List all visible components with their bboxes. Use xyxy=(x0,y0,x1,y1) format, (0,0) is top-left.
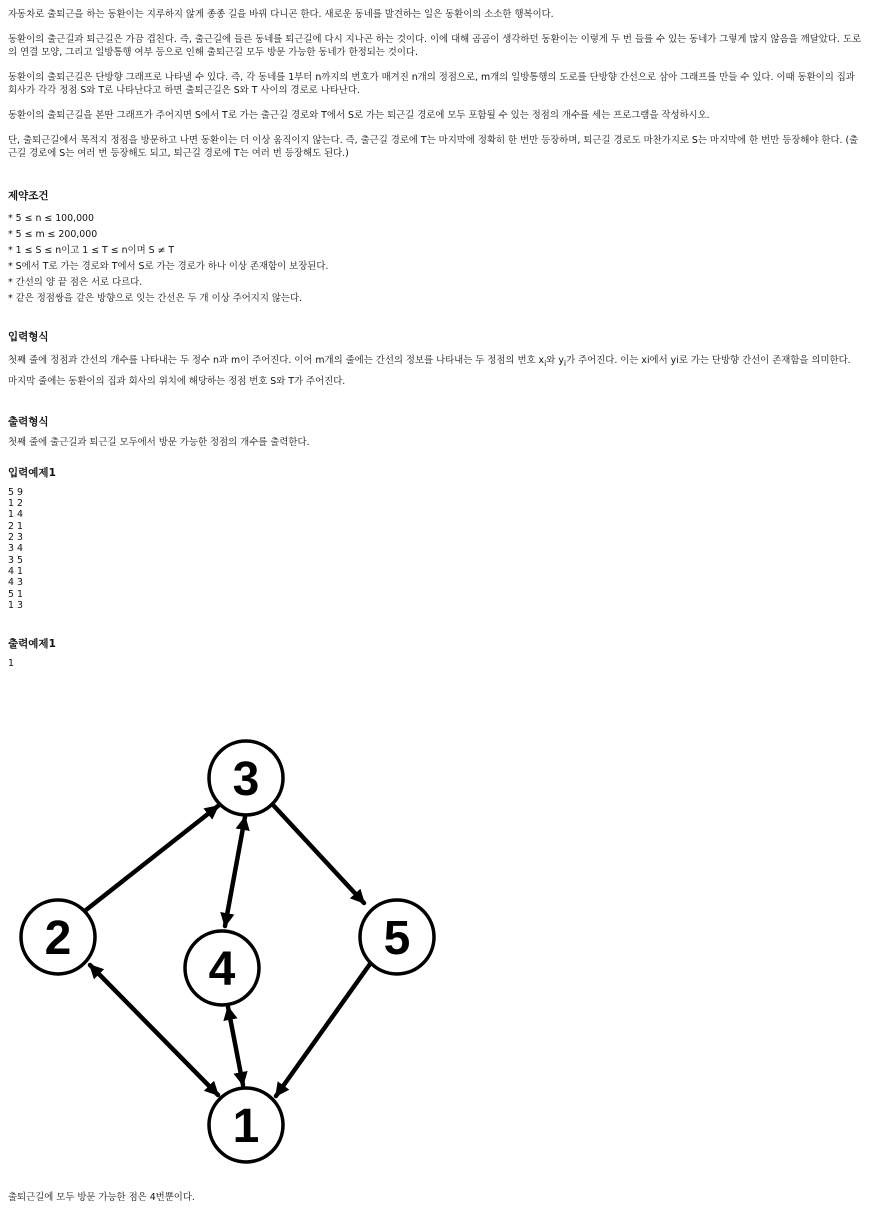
edge-3-to-5 xyxy=(274,806,364,903)
node-label-3: 3 xyxy=(232,753,260,806)
constraints-heading: 제약조건 xyxy=(8,190,49,202)
node-label-2: 2 xyxy=(44,912,72,965)
example-input-block xyxy=(8,487,864,611)
node-label-5: 5 xyxy=(383,912,411,965)
input-text-c: 가 주어진다. 이는 xi에서 yi로 가는 단방향 간선이 존재함을 의미한다. xyxy=(566,355,851,366)
input-format-line-2: 마지막 줄에는 동환이의 집과 회사의 위치에 해당하는 정점 번호 S와 T가 주어진다. xyxy=(8,375,346,387)
node-label-1: 1 xyxy=(232,1100,260,1153)
intro-paragraph-5: 단, 출퇴근길에서 목적지 정점을 방문하고 나면 동환이는 더 이상 움직이지 않는다. 즉, 출근길 경로에 T는 마지막에 정확히 한 번만 등장하며, 퇴근길 경로도 마찬가지로 S는 마지막에 한 번만 등장해야 한다. (출근길 경로에 S는 여러 번 등장해도 되고, 퇴근길 경로에 T는 여러 번 등장해도 된다.) xyxy=(8,135,859,159)
example-input-line: 5 1 xyxy=(8,588,23,600)
constraint-item: * 같은 정점쌍을 같은 방향으로 잇는 간선은 두 개 이상 주어지지 않는다. xyxy=(8,293,303,304)
constraint-item: * 5 ≤ n ≤ 100,000 xyxy=(8,213,94,224)
input-text-b: 와 y xyxy=(546,355,564,366)
problem-statement xyxy=(8,8,864,669)
edge-3-4-bidirectional xyxy=(225,817,245,926)
edge-4-1-bidirectional xyxy=(228,1007,243,1085)
example-input-line: 1 4 xyxy=(8,509,23,521)
constraint-item: * 1 ≤ S ≤ n이고 1 ≤ T ≤ n이며 S ≠ T xyxy=(8,245,175,256)
example-graph-diagram xyxy=(0,720,460,1180)
edge-5-to-1 xyxy=(276,964,370,1096)
example-input-line: 4 3 xyxy=(8,577,23,589)
intro-paragraph-3: 동환이의 출퇴근길은 단방향 그래프로 나타낼 수 있다. 즉, 각 동네를 1부터 n까지의 번호가 매겨진 n개의 정점으로, m개의 일방통행의 도로를 단방향 간선으로 삼아 그래프를 만들 수 있다. 이때 동환이의 집과 회사가 각각 정점 S와 T로 나타난다고 하면 출퇴근길은 S와 T 사이의 경로로 나타난다. xyxy=(8,72,855,96)
input-format-heading: 입력형식 xyxy=(8,331,49,343)
example-input-line: 2 1 xyxy=(8,520,23,532)
example-input-line: 1 2 xyxy=(8,498,23,510)
constraint-item: * S에서 T로 가는 경로와 T에서 S로 가는 경로가 하나 이상 존재함이 보장된다. xyxy=(8,261,329,272)
example-output-line: 1 xyxy=(8,658,14,670)
edge-2-to-3 xyxy=(86,806,218,910)
constraints-list xyxy=(8,211,864,307)
constraint-item: * 5 ≤ m ≤ 200,000 xyxy=(8,229,98,240)
example-input-line: 5 9 xyxy=(8,486,23,498)
example-output-heading: 출력예제1 xyxy=(8,638,56,651)
intro-paragraph-2: 동환이의 출근길과 퇴근길은 가끔 겹친다. 즉, 출근길에 들른 동네를 퇴근길에 다시 지나곤 하는 것이다. 이에 대해 곰곰이 생각하던 동환이는 이렇게 두 번 들를 수 있는 동네가 그렇게 많지 않음을 깨달았다. 도로의 연결 모양, 그리고 일방통행 여부 등으로 인해 출퇴근길 모두 방문 가능한 동네가 한정되는 것이다. xyxy=(8,34,861,58)
example-input-line: 2 3 xyxy=(8,532,23,544)
input-sub-i: i xyxy=(563,358,567,368)
example-input-line: 1 3 xyxy=(8,599,23,611)
constraint-item: * 간선의 양 끝 점은 서로 다르다. xyxy=(8,277,143,288)
input-format-line-1 xyxy=(8,352,864,373)
example-input-line: 3 4 xyxy=(8,543,23,555)
example-input-line: 3 5 xyxy=(8,554,23,566)
input-sub-i: i xyxy=(544,358,547,368)
node-label-4: 4 xyxy=(208,943,236,996)
example-input-line: 4 1 xyxy=(8,565,23,577)
input-text-a: 첫째 줄에 정점과 간선의 개수를 나타내는 두 정수 n과 m이 주어진다. 이어 m개의 줄에는 간선의 정보를 나타내는 두 정점의 번호 x xyxy=(8,355,545,366)
intro-paragraph-1: 자동차로 출퇴근을 하는 동환이는 지루하지 않게 종종 길을 바꿔 다니곤 한다. 새로운 동네를 발견하는 일은 동환이의 소소한 행복이다. xyxy=(8,9,554,20)
intro-paragraph-4: 동환이의 출퇴근길을 본딴 그래프가 주어지면 S에서 T로 가는 출근길 경로와 T에서 S로 가는 퇴근길 경로에 모두 포함될 수 있는 정점의 개수를 세는 프로그램을 작성하시오. xyxy=(8,110,710,121)
output-format-heading: 출력형식 xyxy=(8,415,49,428)
example-input-heading: 입력예제1 xyxy=(8,466,56,479)
example-output-block xyxy=(8,658,864,669)
output-format-text: 첫째 줄에 출근길과 퇴근길 모두에서 방문 가능한 정점의 개수를 출력한다. xyxy=(8,436,310,448)
diagram-caption: 출퇴근길에 모두 방문 가능한 점은 4번뿐이다. xyxy=(8,1192,195,1203)
